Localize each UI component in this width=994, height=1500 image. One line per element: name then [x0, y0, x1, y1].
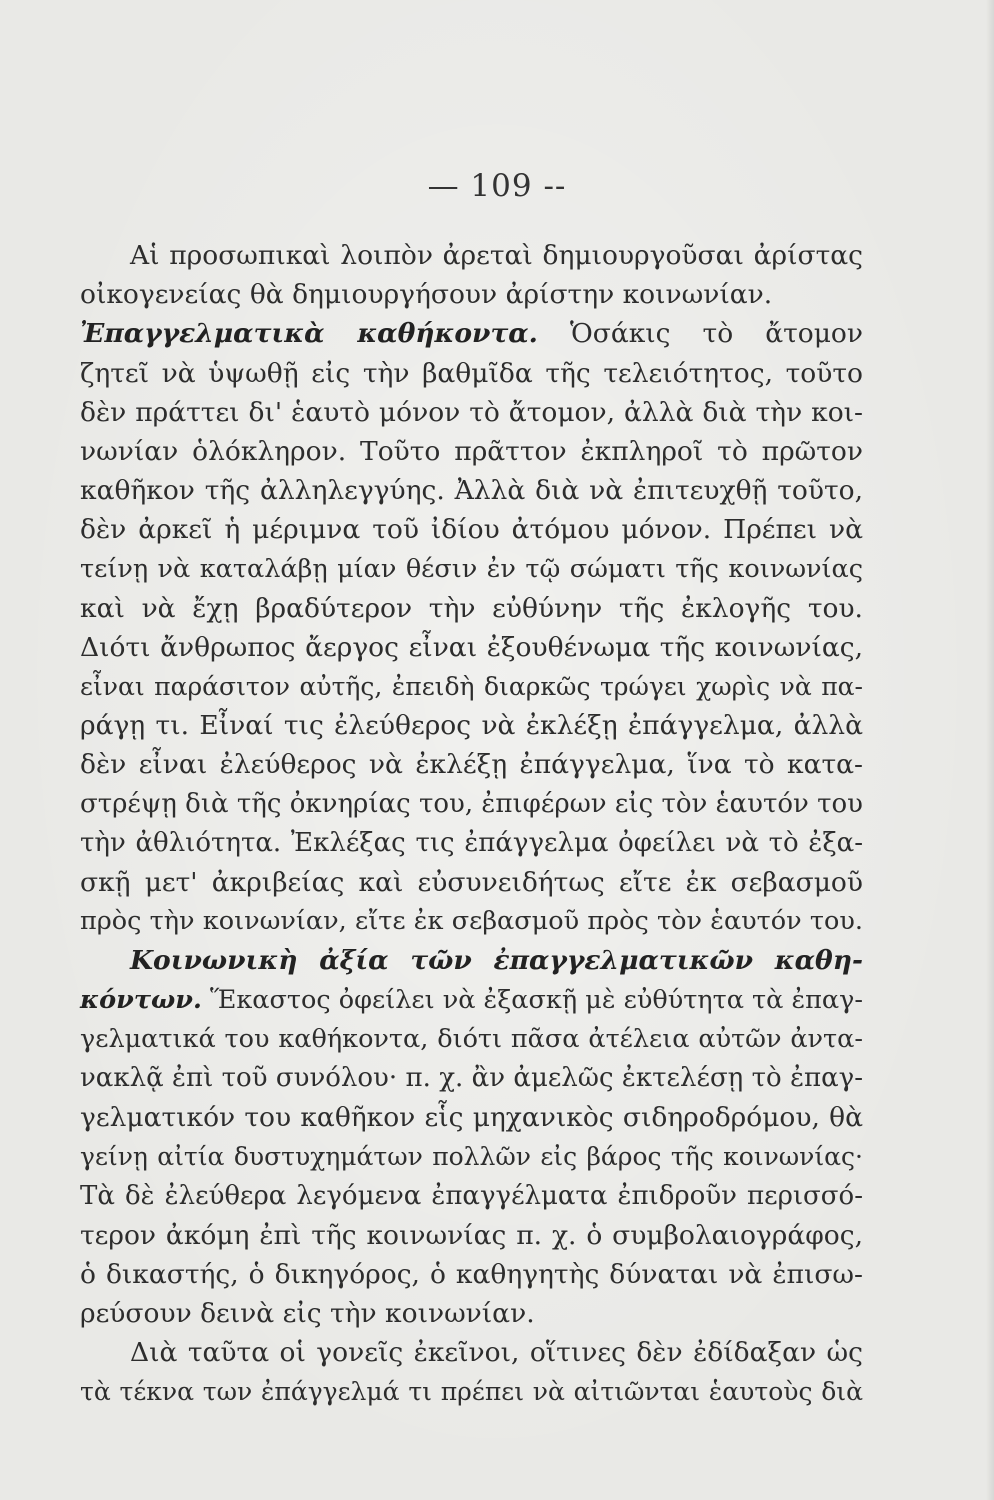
text-line: τὰ τέκνα των ἐπάγγελμά τι πρέπει νὰ αἰτιῶνται ἑαυτοὺς διὰ — [80, 1377, 863, 1407]
text-line: νακλᾷ ἐπὶ τοῦ συνόλου· π. χ. ἂν ἀμελῶς ἐκτελέσῃ τὸ ἐπαγ- — [80, 1062, 863, 1093]
section-heading: κόντων. — [80, 984, 202, 1015]
text-line: οἰκογενείας θὰ δημιουργήσουν ἀρίστην κοινωνίαν. — [80, 279, 773, 311]
text-line: δὲν πράττει δι' ἑαυτὸ μόνον τὸ ἄτομον, ἀλλὰ διὰ τὴν κοι- — [80, 396, 863, 428]
text-line: Τὰ δὲ ἐλεύθερα λεγόμενα ἐπαγγέλματα ἐπιδροῦν περισσό- — [80, 1180, 863, 1211]
line-text: Ἕκαστος ὀφείλει νὰ ἐξασκῇ μὲ εὐθύτητα τὰ ἐπαγ- — [209, 984, 864, 1015]
text-line: γελματικόν του καθῆκον εἷς μηχανικὸς σιδηροδρόμου, θὰ — [80, 1102, 863, 1134]
text-line: σκῇ μετ' ἀκριβείας καὶ εὐσυνειδήτως εἴτε ἐκ σεβασμοῦ — [80, 867, 863, 898]
text-line: καὶ νὰ ἔχῃ βραδύτερον τὴν εὐθύνην τῆς ἐκλογῆς του. — [80, 592, 863, 624]
text-line: πρὸς τὴν κοινωνίαν, εἴτε ἐκ σεβασμοῦ πρὸς τὸν ἑαυτόν του. — [80, 906, 863, 937]
text-line: Διὰ ταῦτα οἱ γονεῖς ἐκεῖνοι, οἵτινες δὲν ἐδίδαξαν ὡς — [130, 1337, 863, 1369]
text-line: δὲν ἀρκεῖ ἡ μέριμνα τοῦ ἰδίου ἀτόμου μόνον. Πρέπει νὰ — [80, 514, 863, 546]
text-line: Διότι ἄνθρωπος ἄεργος εἶναι ἐξουθένωμα τῆς κοινωνίας, — [80, 631, 863, 663]
text-line: τὴν ἀθλιότητα. Ἐκλέξας τις ἐπάγγελμα ὀφείλει νὰ τὸ ἐξα- — [80, 827, 863, 858]
section-heading: Ἐπαγγελματικὰ καθήκοντα. — [80, 318, 538, 350]
page-number: — 109 -- — [427, 168, 567, 204]
text-line: ζητεῖ νὰ ὑψωθῇ εἰς τὴν βαθμῖδα τῆς τελειότητος, τοῦτο — [80, 357, 863, 389]
text-line: γελματικά του καθήκοντα, διότι πᾶσα ἀτέλεια αὐτῶν ἀντα- — [80, 1023, 863, 1054]
body-text — [80, 236, 863, 1412]
text-line: τείνῃ νὰ καταλάβῃ μίαν θέσιν ἐν τῷ σώματι τῆς κοινωνίας — [80, 553, 863, 584]
text-line: δὲν εἶναι ἐλεύθερος νὰ ἐκλέξῃ ἐπάγγελμα, ἵνα τὸ κατα- — [80, 749, 863, 781]
text-line: τερον ἀκόμη ἐπὶ τῆς κοινωνίας π. χ. ὁ συμβολαιογράφος, — [80, 1219, 863, 1251]
text-line: Αἱ προσωπικαὶ λοιπὸν ἀρεταὶ δημιουργοῦσαι ἀρίστας — [130, 240, 863, 271]
page-edge-shadow — [986, 0, 994, 1500]
text-line: καθῆκον τῆς ἀλληλεγγύης. Ἀλλὰ διὰ νὰ ἐπιτευχθῇ τοῦτο, — [80, 475, 863, 507]
line-text: Ὁσάκις τὸ ἄτομον — [569, 318, 863, 350]
text-line: ρεύσουν δεινὰ εἰς τὴν κοινωνίαν. — [80, 1298, 535, 1330]
text-line — [80, 314, 863, 353]
text-line: εἶναι παράσιτον αὐτῆς, ἐπειδὴ διαρκῶς τρώγει χωρὶς νὰ πα- — [80, 672, 863, 702]
text-line: γείνῃ αἰτία δυστυχημάτων πολλῶν εἰς βάρος τῆς κοινωνίας· — [80, 1142, 863, 1172]
text-line: στρέψῃ διὰ τῆς ὀκνηρίας του, ἐπιφέρων εἰς τὸν ἑαυτόν του — [80, 788, 863, 819]
text-line: ράγῃ τι. Εἶναί τις ἐλεύθερος νὰ ἐκλέξῃ ἐπάγγελμα, ἀλλὰ — [80, 710, 863, 742]
text-line: ὁ δικαστής, ὁ δικηγόρος, ὁ καθηγητὴς δύναται νὰ ἐπισω- — [80, 1258, 863, 1290]
text-line — [80, 981, 863, 1020]
text-line: νωνίαν ὁλόκληρον. Τοῦτο πρᾶττον ἐκπληροῖ τὸ πρῶτον — [80, 435, 863, 467]
section-heading: Κοινωνικὴ ἀξία τῶν ἐπαγγελματικῶν καθη- — [130, 945, 863, 977]
